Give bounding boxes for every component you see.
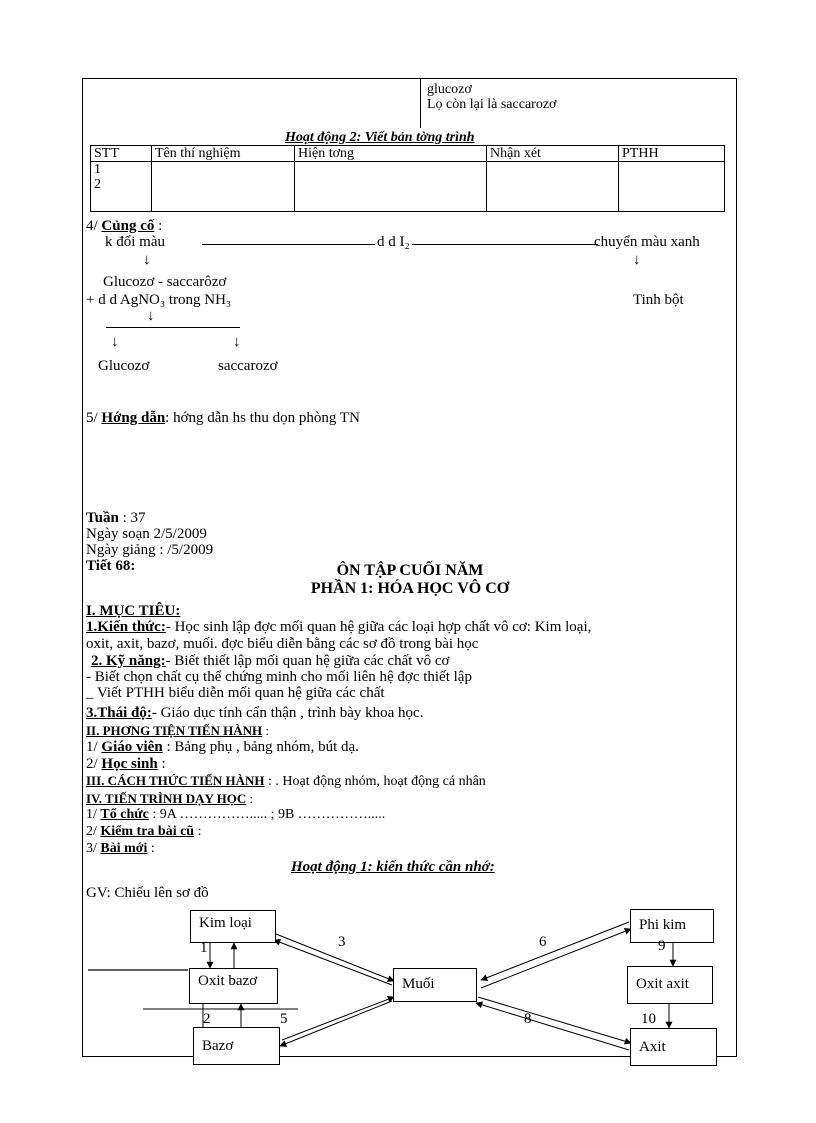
- glucose-label: Glucozơ: [98, 358, 150, 374]
- check-text: :: [194, 824, 202, 839]
- table-cell: 1 2: [91, 162, 152, 212]
- acidic-oxide-box: [627, 966, 713, 1004]
- starch-label: Tinh bột: [633, 292, 684, 308]
- guidance-text: : hớng dẫn hs thu dọn phòng TN: [165, 410, 360, 426]
- attitude-text: - Giáo dục tính cẩn thận , trình bày khoa học.: [151, 705, 424, 721]
- arrow-nonmetal-to-salt-6: [481, 922, 629, 980]
- down-arrow-icon: ↓: [111, 334, 119, 350]
- table-header-cell: Hiện tơng: [295, 146, 487, 162]
- reaction-number: 6: [539, 934, 547, 950]
- no-color-change: k đổi màu: [105, 234, 165, 250]
- reaction-number: 1: [200, 940, 208, 956]
- week-label: Tuần: [86, 510, 119, 526]
- student-label: Học sinh: [101, 756, 158, 772]
- means-heading: II. PHƠNG TIỆN TIẾN HÀNH: [86, 723, 263, 738]
- teacher-note: GV: Chiếu lên sơ đồ: [86, 885, 209, 901]
- process-heading-tail: :: [246, 791, 254, 806]
- arrow-acid-to-salt-8: [476, 1003, 629, 1050]
- new-label: Bài mới: [100, 841, 148, 856]
- table-header-cell: PTHH: [619, 146, 725, 162]
- sucrose-label: saccarozơ: [218, 358, 278, 374]
- silver-reagent: + d d AgNO₃ trong NH₃: [86, 292, 232, 308]
- period-value: 68:: [115, 558, 136, 574]
- down-arrow-icon: ↓: [633, 252, 641, 268]
- teacher-num: 1/: [86, 739, 102, 755]
- objectives-heading: I. MỤC TIÊU:: [86, 603, 181, 619]
- lesson-part: PHẦN 1: HÓA HỌC VÔ CƠ: [310, 580, 510, 597]
- process-heading: IV. TIẾN TRÌNH DẠY HỌC: [86, 791, 247, 806]
- down-arrow-icon: ↓: [147, 308, 155, 324]
- consolidation-tail: :: [154, 218, 163, 234]
- guidance-num: 5/: [86, 410, 102, 426]
- down-arrow-icon: ↓: [233, 334, 241, 350]
- student-num: 2/: [86, 756, 102, 772]
- reaction-number: 10: [641, 1011, 656, 1027]
- activity1-title: Hoạt động 1: kiến thức cần nhớ:: [291, 859, 495, 875]
- reaction-number: 8: [524, 1011, 532, 1027]
- turns-blue: chuyển màu xanh: [594, 234, 700, 250]
- attitude-label: 3.Thái độ:: [86, 705, 152, 721]
- knowledge-text1: - Học sinh lập đợc mối quan hệ giữa các loại hợp chất vô cơ: Kim loại,: [165, 619, 592, 635]
- acidic-oxide-label: Oxit axit: [636, 976, 689, 992]
- skills-line2: - Biết chọn chất cụ thể chứng minh cho mối liên hệ đợc thiết lập: [86, 669, 472, 685]
- reaction-number: 2: [203, 1011, 211, 1027]
- org-label: Tổ chức: [100, 807, 149, 822]
- skills-label: 2. Kỹ năng:: [91, 653, 166, 669]
- week-value: : 37: [118, 510, 146, 526]
- reaction-number: 5: [280, 1011, 288, 1027]
- check-label: Kiểm tra bài cũ: [100, 824, 195, 839]
- reaction-number: 3: [338, 934, 346, 950]
- basic-oxide-box: [189, 968, 278, 1004]
- check-num: 2/: [86, 824, 101, 839]
- base-box: [193, 1027, 280, 1065]
- arrow-base-to-salt-5: [282, 997, 394, 1040]
- consolidation-label: Củng cố: [101, 218, 155, 234]
- activity2-title: Hoạt động 2: Viết bản tờng trình: [285, 130, 475, 145]
- new-text: :: [147, 841, 155, 856]
- nonmetal-box: [630, 909, 714, 943]
- new-num: 3/: [86, 841, 101, 856]
- table-header-cell: Nhận xét: [487, 146, 619, 162]
- guidance-label: Hớng dẫn: [101, 410, 166, 426]
- top-cell-line1: glucozơ: [427, 82, 472, 97]
- teacher-label: Giáo viên: [101, 739, 163, 755]
- arrow-salt-to-nonmetal-6: [481, 929, 631, 988]
- top-cell-line2: Lọ còn lại là saccarozơ: [427, 97, 557, 112]
- glucose-sucrose-pair: Glucozơ - saccarôzơ: [103, 274, 227, 290]
- metal-label: Kim loại: [199, 915, 252, 931]
- nonmetal-label: Phi kim: [639, 917, 687, 933]
- acid-box: [630, 1028, 717, 1066]
- salt-label: Muối: [402, 976, 435, 992]
- metal-box: [190, 910, 276, 943]
- salt-box: [393, 968, 477, 1002]
- consolidation-num: 4/: [86, 218, 102, 234]
- means-heading-tail: :: [262, 723, 270, 738]
- reaction-number: 9: [658, 938, 666, 954]
- base-label: Bazơ: [202, 1038, 234, 1054]
- student-text: :: [157, 756, 166, 772]
- org-num: 1/: [86, 807, 101, 822]
- arrow-salt-to-base-5: [280, 1001, 392, 1046]
- skills-line3: _ Viết PTHH biểu diễn mối quan hệ giữa các chất: [86, 685, 385, 701]
- knowledge-line2: oxit, axit, bazơ, muối. đợc biểu diễn bằng các sơ đồ trong bài học: [86, 636, 479, 652]
- period-label: Tiết: [86, 558, 112, 574]
- acid-label: Axit: [639, 1039, 666, 1055]
- arrow-metal-to-salt-3: [276, 934, 394, 981]
- table-header-cell: Tên thí nghiệm: [152, 146, 295, 162]
- prep-date: Ngày soạn 2/5/2009: [86, 526, 207, 542]
- teacher-text: : Bảng phụ , bảng nhóm, bút dạ.: [162, 739, 359, 755]
- knowledge-label: 1.Kiến thức:: [86, 619, 166, 635]
- method-heading: III. CÁCH THỨC TIẾN HÀNH: [86, 773, 265, 788]
- arrow-salt-to-metal-3: [274, 940, 392, 985]
- method-text: : . Hoạt động nhóm, hoạt động cá nhân: [264, 774, 486, 789]
- lesson-title: ÔN TẬP CUỐI NĂM: [336, 562, 484, 579]
- arrow-salt-to-acid-8: [478, 997, 631, 1043]
- org-text: : 9A ……………..... ; 9B …………….....: [148, 807, 386, 822]
- iodine-reagent: d d I₂: [377, 234, 410, 250]
- skills-text1: - Biết thiết lập mối quan hệ giữa các chất vô cơ: [165, 653, 450, 669]
- basic-oxide-label: Oxit bazơ: [198, 973, 258, 989]
- table-header-cell: STT: [91, 146, 152, 162]
- down-arrow-icon: ↓: [143, 252, 151, 268]
- teach-date: Ngày giảng : /5/2009: [86, 542, 214, 558]
